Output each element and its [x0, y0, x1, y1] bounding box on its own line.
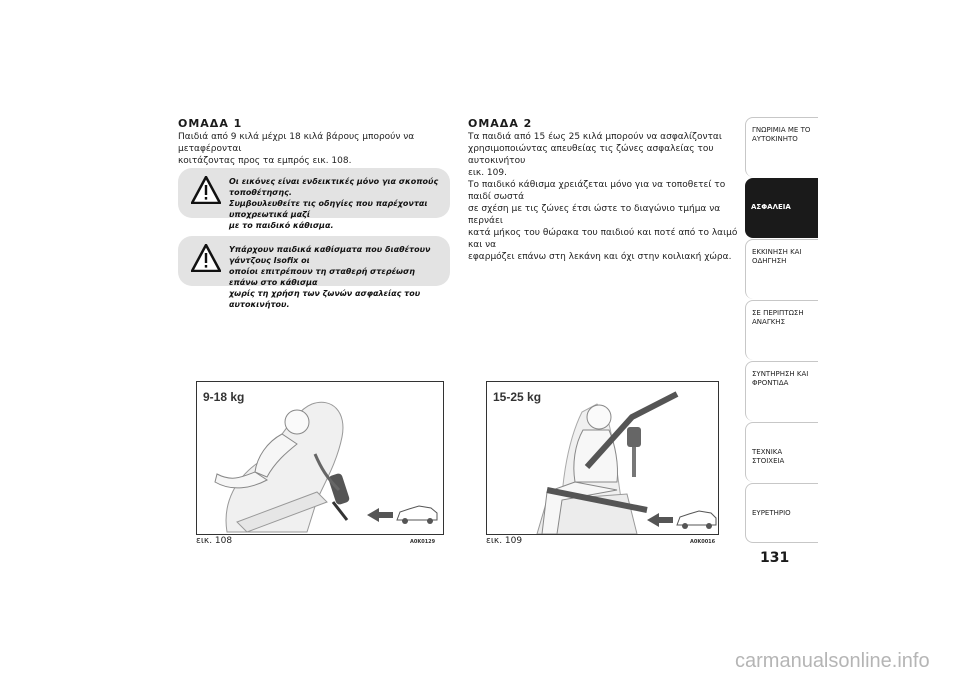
group2-paragraph: [468, 131, 738, 263]
tab-safety[interactable]: [745, 178, 818, 238]
tab-emergency[interactable]: [745, 300, 818, 360]
paragraph-line: σε σχέση με τις ζώνες έτσι ώστε το διαγώνιο τμήμα να περνάει: [468, 204, 721, 226]
warning-line: Υπάρχουν παιδικά καθίσματα που διαθέτουν γάντζους Isofix οι: [229, 245, 431, 265]
tab-label-line: ΤΕΧΝΙΚΑ ΣΤΟΙΧΕΙΑ: [752, 448, 785, 465]
tab-index[interactable]: [745, 483, 818, 543]
paragraph-line: χρησιμοποιώντας απευθείας τις ζώνες ασφαλείας του αυτοκινήτου: [468, 144, 714, 166]
tab-label-line: ΓΝΩΡΙΜΙΑ ΜΕ ΤΟ: [752, 126, 811, 134]
tab-label-line: ΣΕ ΠΕΡΙΠΤΩΣΗ: [752, 309, 804, 317]
figure-weight-label: 15-25 kg: [493, 390, 542, 404]
tab-label-line: ΕΚΚΙΝΗΣΗ ΚΑΙ: [752, 248, 802, 256]
figure-code: A0K0129: [410, 539, 436, 545]
tab-label-line: ΑΝΑΓΚΗΣ: [752, 318, 785, 326]
paragraph-line: Παιδιά από 9 κιλά μέχρι 18 κιλά βάρους μπορούν να μεταφέρονται: [178, 132, 415, 154]
figure-caption: εικ. 109: [486, 536, 523, 546]
page-number: 131: [760, 550, 790, 566]
paragraph-line: εφαρμόζει επάνω στη λεκάνη και όχι στην κοιλιακή χώρα.: [468, 252, 732, 262]
figure-code: A0K0016: [690, 539, 716, 545]
tab-label-line: ΑΣΦΑΛΕΙΑ: [751, 203, 791, 211]
tab-technical-data[interactable]: [745, 422, 818, 482]
tab-label-line: ΕΥΡΕΤΗΡΙΟ: [752, 509, 791, 517]
warning-box-2: [178, 236, 450, 309]
paragraph-line: εικ. 109.: [468, 168, 507, 178]
section-heading-group1: ΟΜΑΔΑ 1: [178, 117, 243, 130]
child-seat-drawing: [197, 382, 443, 534]
paragraph-line: Το παιδικό κάθισμα χρειάζεται μόνο για να τοποθετεί το παιδί σωστά: [468, 180, 726, 202]
figure-caption: εικ. 108: [196, 536, 233, 546]
warning-line: οποίοι επιτρέπουν τη σταθερή στερέωση επάνω στο κάθισμα: [229, 267, 415, 287]
warning-box-1: [178, 168, 450, 230]
warning-triangle-icon: [191, 244, 221, 272]
tab-label-line: ΦΡΟΝΤΙΔΑ: [752, 379, 789, 387]
figure-108-illustration: [196, 381, 444, 535]
watermark-text: carmanualsonline.info: [735, 650, 930, 672]
paragraph-line: κοιτάζοντας προς τα εμπρός εικ. 108.: [178, 156, 352, 166]
tab-starting-driving[interactable]: [745, 239, 818, 299]
warning-line: χωρίς τη χρήση των ζωνών ασφαλείας του αυτοκινήτου.: [229, 289, 421, 309]
group1-paragraph: [178, 131, 448, 167]
tab-maintenance-care[interactable]: [745, 361, 818, 421]
figure-109-illustration: [486, 381, 719, 535]
tab-label-line: ΣΥΝΤΗΡΗΣΗ ΚΑΙ: [752, 370, 809, 378]
tab-label-line: ΟΔΗΓΗΣΗ: [752, 257, 787, 265]
warning-line: Συμβουλευθείτε τις οδηγίες που παρέχονται υποχρεωτικά μαζί: [229, 199, 428, 219]
paragraph-line: κατά μήκος του θώρακα του παιδιού και ποτέ από το λαιμό και να: [468, 228, 738, 250]
warning-line: Οι εικόνες είναι ενδεικτικές μόνο για σκοπούς τοποθέτησης.: [229, 177, 439, 197]
tab-vehicle-familiarization[interactable]: [745, 117, 818, 177]
tab-label-line: ΑΥΤΟΚΙΝΗΤΟ: [752, 135, 798, 143]
paragraph-line: Τα παιδιά από 15 έως 25 κιλά μπορούν να ασφαλίζονται: [468, 132, 722, 142]
section-heading-group2: ΟΜΑΔΑ 2: [468, 117, 533, 130]
warning-text-2: [229, 244, 444, 310]
warning-line: με το παιδικό κάθισμα.: [229, 221, 334, 230]
warning-text-1: [229, 176, 444, 231]
warning-triangle-icon: [191, 176, 221, 204]
figure-weight-label: 9-18 kg: [203, 390, 245, 404]
booster-seat-drawing: [487, 382, 718, 534]
